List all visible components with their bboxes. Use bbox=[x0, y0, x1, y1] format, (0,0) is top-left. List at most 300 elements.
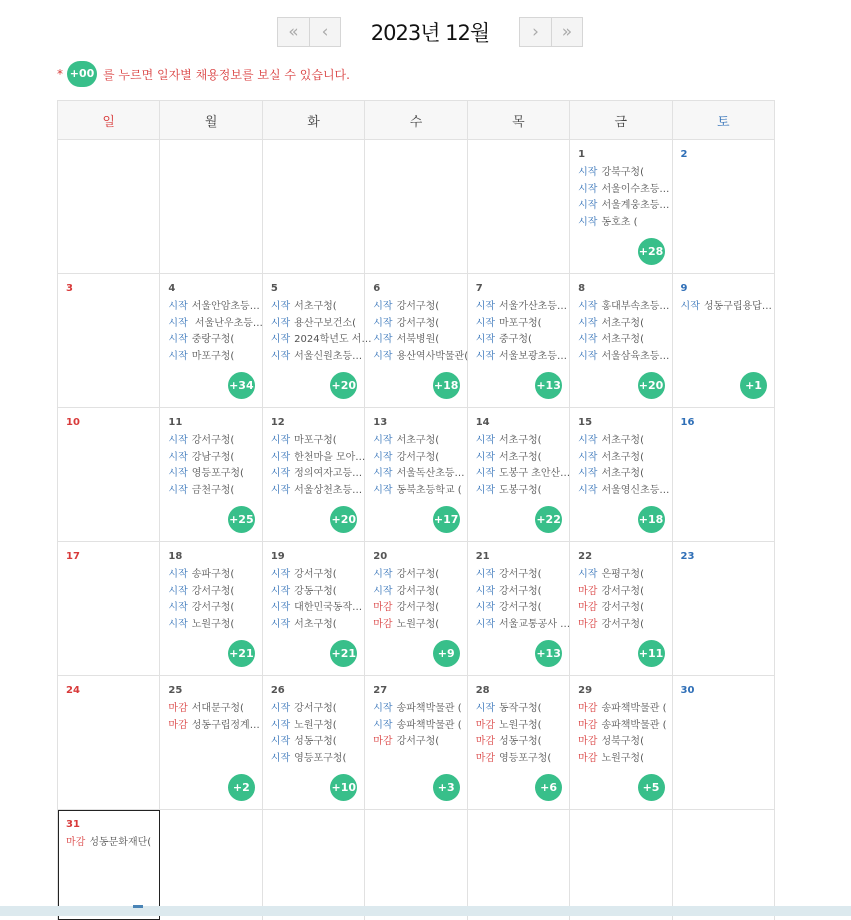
job-item[interactable] bbox=[476, 466, 565, 483]
day-number: 21 bbox=[476, 551, 490, 562]
job-item[interactable] bbox=[476, 751, 565, 768]
job-item[interactable] bbox=[578, 182, 667, 199]
day-number: 4 bbox=[168, 283, 175, 294]
calendar-day-cell[interactable] bbox=[160, 408, 262, 542]
job-org-name: 노원구청( bbox=[397, 619, 440, 630]
day-number: 5 bbox=[271, 283, 278, 294]
job-item[interactable] bbox=[271, 751, 360, 768]
next-month-button[interactable]: › bbox=[519, 17, 551, 47]
job-item[interactable] bbox=[271, 450, 360, 467]
job-item[interactable] bbox=[373, 701, 462, 718]
job-item[interactable] bbox=[271, 349, 360, 366]
start-tag: 시작 bbox=[578, 184, 597, 195]
job-item[interactable] bbox=[168, 600, 257, 617]
job-org-name: 강서구청( bbox=[192, 602, 235, 613]
job-item[interactable] bbox=[578, 332, 667, 349]
job-item[interactable] bbox=[373, 299, 462, 316]
job-item[interactable] bbox=[373, 332, 462, 349]
calendar-empty-cell bbox=[262, 140, 364, 274]
job-org-name: 서북병원( bbox=[397, 334, 440, 345]
start-tag: 시작 bbox=[168, 468, 187, 479]
job-item[interactable] bbox=[271, 567, 360, 584]
job-org-name: 중랑구청( bbox=[192, 334, 235, 345]
job-org-name: 송파구청( bbox=[192, 569, 235, 580]
deadline-tag: 마감 bbox=[168, 720, 187, 731]
day-number: 12 bbox=[271, 417, 285, 428]
more-jobs-button[interactable]: +25 bbox=[228, 506, 255, 533]
job-item[interactable] bbox=[476, 600, 565, 617]
job-item[interactable] bbox=[578, 701, 667, 718]
calendar-day-cell[interactable] bbox=[570, 274, 672, 408]
job-list bbox=[168, 567, 257, 633]
start-tag: 시작 bbox=[168, 435, 187, 446]
job-item[interactable] bbox=[168, 718, 257, 735]
calendar-day-cell[interactable] bbox=[672, 542, 774, 676]
more-jobs-button[interactable]: +2 bbox=[228, 774, 255, 801]
start-tag: 시작 bbox=[578, 318, 597, 329]
calendar-day-cell[interactable] bbox=[58, 542, 160, 676]
calendar-day-cell[interactable] bbox=[58, 408, 160, 542]
calendar-day-cell[interactable] bbox=[672, 274, 774, 408]
job-item[interactable] bbox=[578, 349, 667, 366]
job-org-name: 강서구청( bbox=[192, 435, 235, 446]
job-org-name: 중구청( bbox=[499, 334, 532, 345]
job-list bbox=[373, 701, 462, 751]
job-item[interactable] bbox=[66, 835, 155, 852]
job-item[interactable] bbox=[168, 584, 257, 601]
job-item[interactable] bbox=[271, 600, 360, 617]
deadline-tag: 마감 bbox=[578, 720, 597, 731]
job-item[interactable] bbox=[476, 450, 565, 467]
calendar-empty-cell bbox=[160, 140, 262, 274]
more-jobs-button[interactable]: +3 bbox=[433, 774, 460, 801]
calendar-day-cell[interactable] bbox=[672, 140, 774, 274]
start-tag: 시작 bbox=[168, 485, 187, 496]
job-item[interactable] bbox=[476, 718, 565, 735]
weekday-sun: 일 bbox=[58, 101, 160, 140]
job-item[interactable] bbox=[476, 617, 565, 634]
calendar-day-cell[interactable] bbox=[262, 676, 364, 810]
first-month-button[interactable]: « bbox=[277, 17, 309, 47]
calendar-empty-cell bbox=[365, 140, 467, 274]
calendar-empty-cell bbox=[365, 810, 467, 920]
job-item[interactable] bbox=[168, 433, 257, 450]
job-org-name: 강서구청( bbox=[397, 318, 440, 329]
calendar-day-cell[interactable] bbox=[570, 408, 672, 542]
start-tag: 시작 bbox=[578, 200, 597, 211]
job-org-name: 노원구청( bbox=[499, 720, 542, 731]
job-org-name: 성동구립용답… bbox=[704, 301, 772, 312]
job-item[interactable] bbox=[578, 584, 667, 601]
job-item[interactable] bbox=[578, 567, 667, 584]
calendar-week-row bbox=[58, 274, 775, 408]
start-tag: 시작 bbox=[168, 569, 187, 580]
start-tag: 시작 bbox=[578, 485, 597, 496]
job-org-name: 송파책박물관 ( bbox=[601, 703, 666, 714]
job-item[interactable] bbox=[168, 483, 257, 500]
job-item[interactable] bbox=[271, 701, 360, 718]
job-item[interactable] bbox=[373, 567, 462, 584]
job-item[interactable] bbox=[271, 483, 360, 500]
job-item[interactable] bbox=[578, 718, 667, 735]
more-jobs-button[interactable]: +20 bbox=[330, 506, 357, 533]
start-tag: 시작 bbox=[476, 485, 495, 496]
job-item[interactable] bbox=[373, 718, 462, 735]
more-jobs-button[interactable]: +13 bbox=[535, 372, 562, 399]
job-item[interactable] bbox=[476, 316, 565, 333]
calendar-day-cell[interactable] bbox=[160, 676, 262, 810]
calendar-day-cell[interactable] bbox=[262, 274, 364, 408]
job-list bbox=[578, 567, 667, 633]
job-list bbox=[168, 433, 257, 499]
job-item[interactable] bbox=[578, 165, 667, 182]
job-item[interactable] bbox=[373, 734, 462, 751]
more-jobs-button[interactable]: +5 bbox=[638, 774, 665, 801]
calendar-day-cell[interactable] bbox=[570, 140, 672, 274]
job-org-name: 서울가산초등… bbox=[499, 301, 567, 312]
start-tag: 시작 bbox=[373, 452, 392, 463]
calendar-week-row bbox=[58, 542, 775, 676]
job-item[interactable] bbox=[578, 734, 667, 751]
job-list bbox=[271, 567, 360, 633]
start-tag: 시작 bbox=[578, 435, 597, 446]
weekday-mon: 월 bbox=[160, 101, 262, 140]
calendar-day-cell[interactable] bbox=[160, 274, 262, 408]
start-tag: 시작 bbox=[271, 301, 290, 312]
job-item[interactable] bbox=[578, 483, 667, 500]
current-month-title: 2023년 12월 bbox=[341, 17, 519, 47]
job-list bbox=[373, 433, 462, 499]
job-org-name: 서초구청( bbox=[601, 452, 644, 463]
note-star: * bbox=[57, 67, 63, 81]
more-jobs-button[interactable]: +6 bbox=[535, 774, 562, 801]
calendar-day-cell[interactable] bbox=[365, 542, 467, 676]
job-org-name: 강동구청( bbox=[294, 586, 337, 597]
start-tag: 시작 bbox=[373, 485, 392, 496]
day-number: 27 bbox=[373, 685, 387, 696]
job-item[interactable] bbox=[373, 600, 462, 617]
job-item[interactable] bbox=[168, 466, 257, 483]
more-jobs-button[interactable]: +21 bbox=[228, 640, 255, 667]
job-org-name: 동작구청( bbox=[499, 703, 542, 714]
start-tag: 시작 bbox=[476, 318, 495, 329]
job-org-name: 강서구청( bbox=[397, 602, 440, 613]
job-item[interactable] bbox=[578, 600, 667, 617]
job-list bbox=[476, 299, 565, 365]
job-org-name: 서울안암초등… bbox=[192, 301, 260, 312]
job-list bbox=[373, 299, 462, 365]
month-navigation bbox=[277, 16, 583, 48]
job-item[interactable] bbox=[476, 701, 565, 718]
calendar-day-cell[interactable] bbox=[58, 676, 160, 810]
more-jobs-button[interactable]: +21 bbox=[330, 640, 357, 667]
calendar-empty-cell bbox=[262, 810, 364, 920]
job-item[interactable] bbox=[578, 198, 667, 215]
calendar-week-row bbox=[58, 140, 775, 274]
day-number: 25 bbox=[168, 685, 182, 696]
start-tag: 시작 bbox=[476, 703, 495, 714]
day-number: 20 bbox=[373, 551, 387, 562]
job-org-name: 송파책박물관 ( bbox=[601, 720, 666, 731]
bottom-indicator bbox=[133, 905, 143, 908]
job-item[interactable] bbox=[476, 584, 565, 601]
job-item[interactable] bbox=[373, 617, 462, 634]
job-item[interactable] bbox=[578, 433, 667, 450]
day-number: 26 bbox=[271, 685, 285, 696]
job-item[interactable] bbox=[578, 450, 667, 467]
deadline-tag: 마감 bbox=[578, 703, 597, 714]
job-list bbox=[578, 299, 667, 365]
deadline-tag: 마감 bbox=[476, 753, 495, 764]
job-org-name: 정의여자고등… bbox=[294, 468, 362, 479]
usage-note bbox=[57, 61, 350, 87]
more-jobs-button[interactable]: +13 bbox=[535, 640, 562, 667]
example-more-badge: +00 bbox=[67, 61, 97, 87]
start-tag: 시작 bbox=[681, 301, 700, 312]
start-tag: 시작 bbox=[271, 452, 290, 463]
job-item[interactable] bbox=[476, 734, 565, 751]
more-jobs-button[interactable]: +18 bbox=[433, 372, 460, 399]
job-list bbox=[681, 299, 770, 316]
job-org-name: 노원구청( bbox=[192, 619, 235, 630]
job-org-name: 서초구청( bbox=[499, 452, 542, 463]
job-item[interactable] bbox=[373, 466, 462, 483]
calendar-day-cell[interactable] bbox=[365, 676, 467, 810]
job-item[interactable] bbox=[578, 316, 667, 333]
job-item[interactable] bbox=[681, 299, 770, 316]
job-item[interactable] bbox=[168, 316, 257, 333]
job-org-name: 서초구청( bbox=[601, 468, 644, 479]
job-org-name: 강남구청( bbox=[192, 452, 235, 463]
calendar-day-cell[interactable] bbox=[467, 274, 569, 408]
job-org-name: 금천구청( bbox=[192, 485, 235, 496]
job-org-name: 용산역사박물관( bbox=[397, 351, 469, 362]
job-item[interactable] bbox=[373, 349, 462, 366]
job-item[interactable] bbox=[271, 332, 360, 349]
more-jobs-button[interactable]: +17 bbox=[433, 506, 460, 533]
job-org-name: 서초구청( bbox=[294, 301, 337, 312]
more-jobs-button[interactable]: +34 bbox=[228, 372, 255, 399]
job-item[interactable] bbox=[373, 316, 462, 333]
day-number: 2 bbox=[681, 149, 688, 160]
job-org-name: 마포구청( bbox=[192, 351, 235, 362]
job-item[interactable] bbox=[476, 349, 565, 366]
more-jobs-button[interactable]: +28 bbox=[638, 238, 665, 265]
calendar-day-cell[interactable] bbox=[262, 542, 364, 676]
calendar-day-cell[interactable] bbox=[570, 542, 672, 676]
job-org-name: 강서구청( bbox=[499, 602, 542, 613]
job-item[interactable] bbox=[168, 299, 257, 316]
job-item[interactable] bbox=[476, 299, 565, 316]
start-tag: 시작 bbox=[476, 351, 495, 362]
start-tag: 시작 bbox=[373, 586, 392, 597]
start-tag: 시작 bbox=[271, 435, 290, 446]
job-org-name: 홍대부속초등… bbox=[601, 301, 669, 312]
job-item[interactable] bbox=[578, 617, 667, 634]
more-jobs-button[interactable]: +11 bbox=[638, 640, 665, 667]
day-number: 18 bbox=[168, 551, 182, 562]
job-org-name: 강서구청( bbox=[499, 569, 542, 580]
job-org-name: 강서구청( bbox=[397, 452, 440, 463]
more-jobs-button[interactable]: +20 bbox=[638, 372, 665, 399]
job-org-name: 강서구청( bbox=[397, 586, 440, 597]
job-item[interactable] bbox=[373, 584, 462, 601]
job-org-name: 영등포구청( bbox=[192, 468, 244, 479]
job-item[interactable] bbox=[168, 450, 257, 467]
start-tag: 시작 bbox=[476, 569, 495, 580]
day-number: 17 bbox=[66, 551, 80, 562]
start-tag: 시작 bbox=[168, 301, 187, 312]
start-tag: 시작 bbox=[578, 334, 597, 345]
start-tag: 시작 bbox=[476, 586, 495, 597]
start-tag: 시작 bbox=[373, 334, 392, 345]
calendar-day-cell[interactable] bbox=[365, 274, 467, 408]
more-jobs-button[interactable]: +1 bbox=[740, 372, 767, 399]
calendar-day-cell[interactable] bbox=[58, 274, 160, 408]
deadline-tag: 마감 bbox=[578, 602, 597, 613]
start-tag: 시작 bbox=[476, 334, 495, 345]
job-org-name: 서초구청( bbox=[294, 619, 337, 630]
job-item[interactable] bbox=[271, 299, 360, 316]
more-jobs-button[interactable]: +22 bbox=[535, 506, 562, 533]
job-item[interactable] bbox=[271, 466, 360, 483]
job-item[interactable] bbox=[271, 316, 360, 333]
job-org-name: 서대문구청( bbox=[192, 703, 244, 714]
job-list bbox=[66, 835, 155, 852]
calendar-day-cell[interactable] bbox=[160, 542, 262, 676]
day-number: 23 bbox=[681, 551, 695, 562]
day-number: 6 bbox=[373, 283, 380, 294]
job-org-name: 강서구청( bbox=[192, 586, 235, 597]
job-item[interactable] bbox=[168, 701, 257, 718]
job-item[interactable] bbox=[578, 215, 667, 232]
job-org-name: 성북구청( bbox=[601, 736, 644, 747]
job-item[interactable] bbox=[476, 567, 565, 584]
job-org-name: 마포구청( bbox=[499, 318, 542, 329]
job-item[interactable] bbox=[271, 734, 360, 751]
deadline-tag: 마감 bbox=[476, 736, 495, 747]
start-tag: 시작 bbox=[271, 569, 290, 580]
job-list bbox=[271, 701, 360, 767]
calendar-week-row bbox=[58, 408, 775, 542]
start-tag: 시작 bbox=[168, 334, 187, 345]
day-number: 30 bbox=[681, 685, 695, 696]
job-item[interactable] bbox=[271, 617, 360, 634]
job-item[interactable] bbox=[578, 299, 667, 316]
job-item[interactable] bbox=[168, 349, 257, 366]
more-jobs-button[interactable]: +20 bbox=[330, 372, 357, 399]
calendar-day-cell[interactable] bbox=[467, 542, 569, 676]
deadline-tag: 마감 bbox=[578, 586, 597, 597]
deadline-tag: 마감 bbox=[578, 753, 597, 764]
job-org-name: 노원구청( bbox=[601, 753, 644, 764]
job-list bbox=[168, 701, 257, 734]
start-tag: 시작 bbox=[271, 485, 290, 496]
more-jobs-button[interactable]: +18 bbox=[638, 506, 665, 533]
job-list bbox=[476, 567, 565, 633]
job-item[interactable] bbox=[168, 617, 257, 634]
job-item[interactable] bbox=[476, 433, 565, 450]
calendar-day-cell[interactable] bbox=[672, 676, 774, 810]
job-org-name: 서울신원초등… bbox=[294, 351, 362, 362]
job-item[interactable] bbox=[578, 466, 667, 483]
job-item[interactable] bbox=[373, 483, 462, 500]
job-org-name: 영등포구청( bbox=[499, 753, 551, 764]
deadline-tag: 마감 bbox=[373, 602, 392, 613]
calendar-empty-cell bbox=[672, 810, 774, 920]
calendar-day-cell[interactable] bbox=[365, 408, 467, 542]
job-org-name: 강서구청( bbox=[294, 569, 337, 580]
day-number: 15 bbox=[578, 417, 592, 428]
calendar-day-cell[interactable] bbox=[467, 408, 569, 542]
deadline-tag: 마감 bbox=[578, 619, 597, 630]
job-item[interactable] bbox=[373, 450, 462, 467]
start-tag: 시작 bbox=[578, 468, 597, 479]
job-org-name: 서울영신초등… bbox=[601, 485, 669, 496]
last-month-button[interactable]: » bbox=[551, 17, 583, 47]
job-item[interactable] bbox=[476, 332, 565, 349]
job-item[interactable] bbox=[476, 483, 565, 500]
day-number: 10 bbox=[66, 417, 80, 428]
job-item[interactable] bbox=[271, 584, 360, 601]
start-tag: 시작 bbox=[271, 753, 290, 764]
more-jobs-button[interactable]: +10 bbox=[330, 774, 357, 801]
deadline-tag: 마감 bbox=[66, 837, 85, 848]
calendar-empty-cell bbox=[570, 810, 672, 920]
job-item[interactable] bbox=[271, 433, 360, 450]
job-org-name: 강서구청( bbox=[397, 736, 440, 747]
job-item[interactable] bbox=[168, 567, 257, 584]
prev-month-button[interactable]: ‹ bbox=[309, 17, 341, 47]
start-tag: 시작 bbox=[168, 586, 187, 597]
job-org-name: 한천마을 모아… bbox=[294, 452, 365, 463]
calendar-empty-cell bbox=[467, 140, 569, 274]
job-org-name: 은평구청( bbox=[601, 569, 644, 580]
job-org-name: 서울상천초등… bbox=[294, 485, 362, 496]
calendar-day-cell[interactable] bbox=[467, 676, 569, 810]
bottom-scroll-bar bbox=[0, 906, 851, 916]
start-tag: 시작 bbox=[578, 301, 597, 312]
deadline-tag: 마감 bbox=[373, 619, 392, 630]
job-org-name: 서울보광초등… bbox=[499, 351, 567, 362]
calendar-body bbox=[58, 140, 775, 920]
start-tag: 시작 bbox=[168, 452, 187, 463]
start-tag: 시작 bbox=[271, 619, 290, 630]
job-list bbox=[373, 567, 462, 633]
start-tag: 시작 bbox=[578, 452, 597, 463]
day-number: 29 bbox=[578, 685, 592, 696]
job-org-name: 서초구청( bbox=[601, 318, 644, 329]
job-org-name: 서초구청( bbox=[601, 435, 644, 446]
job-item[interactable] bbox=[373, 433, 462, 450]
job-org-name: 강서구청( bbox=[499, 586, 542, 597]
day-number: 7 bbox=[476, 283, 483, 294]
job-org-name: 2024학년도 서… bbox=[294, 334, 371, 345]
calendar-day-cell[interactable] bbox=[570, 676, 672, 810]
calendar-day-cell[interactable] bbox=[672, 408, 774, 542]
job-org-name: 서울난우초등… bbox=[192, 318, 263, 329]
more-jobs-button[interactable]: +9 bbox=[433, 640, 460, 667]
start-tag: 시작 bbox=[476, 602, 495, 613]
job-item[interactable] bbox=[271, 718, 360, 735]
start-tag: 시작 bbox=[578, 167, 597, 178]
calendar-day-cell[interactable] bbox=[58, 810, 160, 920]
job-item[interactable] bbox=[578, 751, 667, 768]
weekday-fri: 금 bbox=[570, 101, 672, 140]
job-item[interactable] bbox=[168, 332, 257, 349]
calendar-day-cell[interactable] bbox=[262, 408, 364, 542]
start-tag: 시작 bbox=[373, 318, 392, 329]
